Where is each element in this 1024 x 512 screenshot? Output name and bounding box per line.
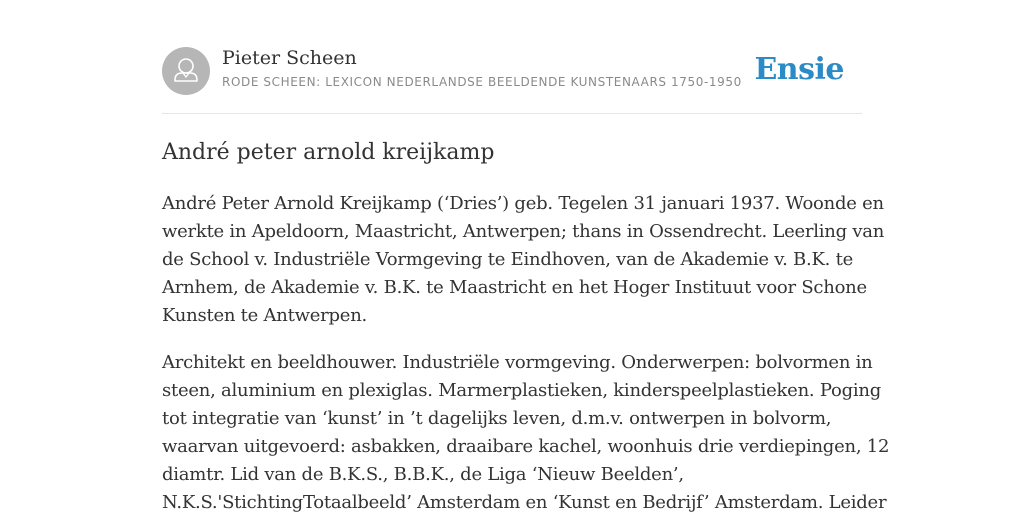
text-line: N.K.S.'StichtingTotaalbeeld’ Amsterdam en ‘Kunst en Bedrijf’ Amsterdam. Leider — [162, 492, 887, 512]
paragraph-1 — [162, 190, 885, 330]
author-name[interactable]: Pieter Scheen — [222, 47, 357, 69]
text-line: steen, aluminium en plexiglas. Marmerplastieken, kinderspeelplastieken. Poging — [162, 380, 881, 401]
text-line: André Peter Arnold Kreijkamp (‘Dries’) geb. Tegelen 31 januari 1937. Woonde en — [162, 193, 884, 214]
text-line: tot integratie van ‘kunst’ in ’t dagelijks leven, d.m.v. ontwerpen in bolvorm, — [162, 408, 832, 429]
author-avatar[interactable] — [162, 47, 210, 95]
text-line: Arnhem, de Akademie v. B.K. te Maastricht en het Hoger Instituut voor Schone — [162, 277, 867, 298]
paragraph-2 — [162, 349, 890, 512]
source-publication[interactable]: RODE SCHEEN: LEXICON NEDERLANDSE BEELDENDE KUNSTENAARS 1750-1950 — [222, 75, 742, 89]
text-line: Architekt en beeldhouwer. Industriële vormgeving. Onderwerpen: bolvormen in — [162, 352, 873, 373]
article-page — [162, 0, 890, 512]
text-line: de School v. Industriële Vormgeving te Eindhoven, van de Akademie v. B.K. te — [162, 249, 853, 270]
article-title: André peter arnold kreijkamp — [162, 140, 495, 165]
text-line: Kunsten te Antwerpen. — [162, 305, 368, 326]
article-header — [162, 46, 862, 96]
ensie-logo[interactable]: Ensie — [754, 52, 844, 87]
text-line: werkte in Apeldoorn, Maastricht, Antwerpen; thans in Ossendrecht. Leerling van — [162, 221, 885, 242]
user-outline-icon — [162, 47, 210, 95]
text-line: waarvan uitgevoerd: asbakken, draaibare kachel, woonhuis drie verdiepingen, 12 — [162, 436, 890, 457]
text-line: diamtr. Lid van de B.K.S., B.B.K., de Liga ‘Nieuw Beelden’, — [162, 464, 684, 485]
header-divider — [162, 113, 862, 114]
article-body — [162, 190, 890, 512]
